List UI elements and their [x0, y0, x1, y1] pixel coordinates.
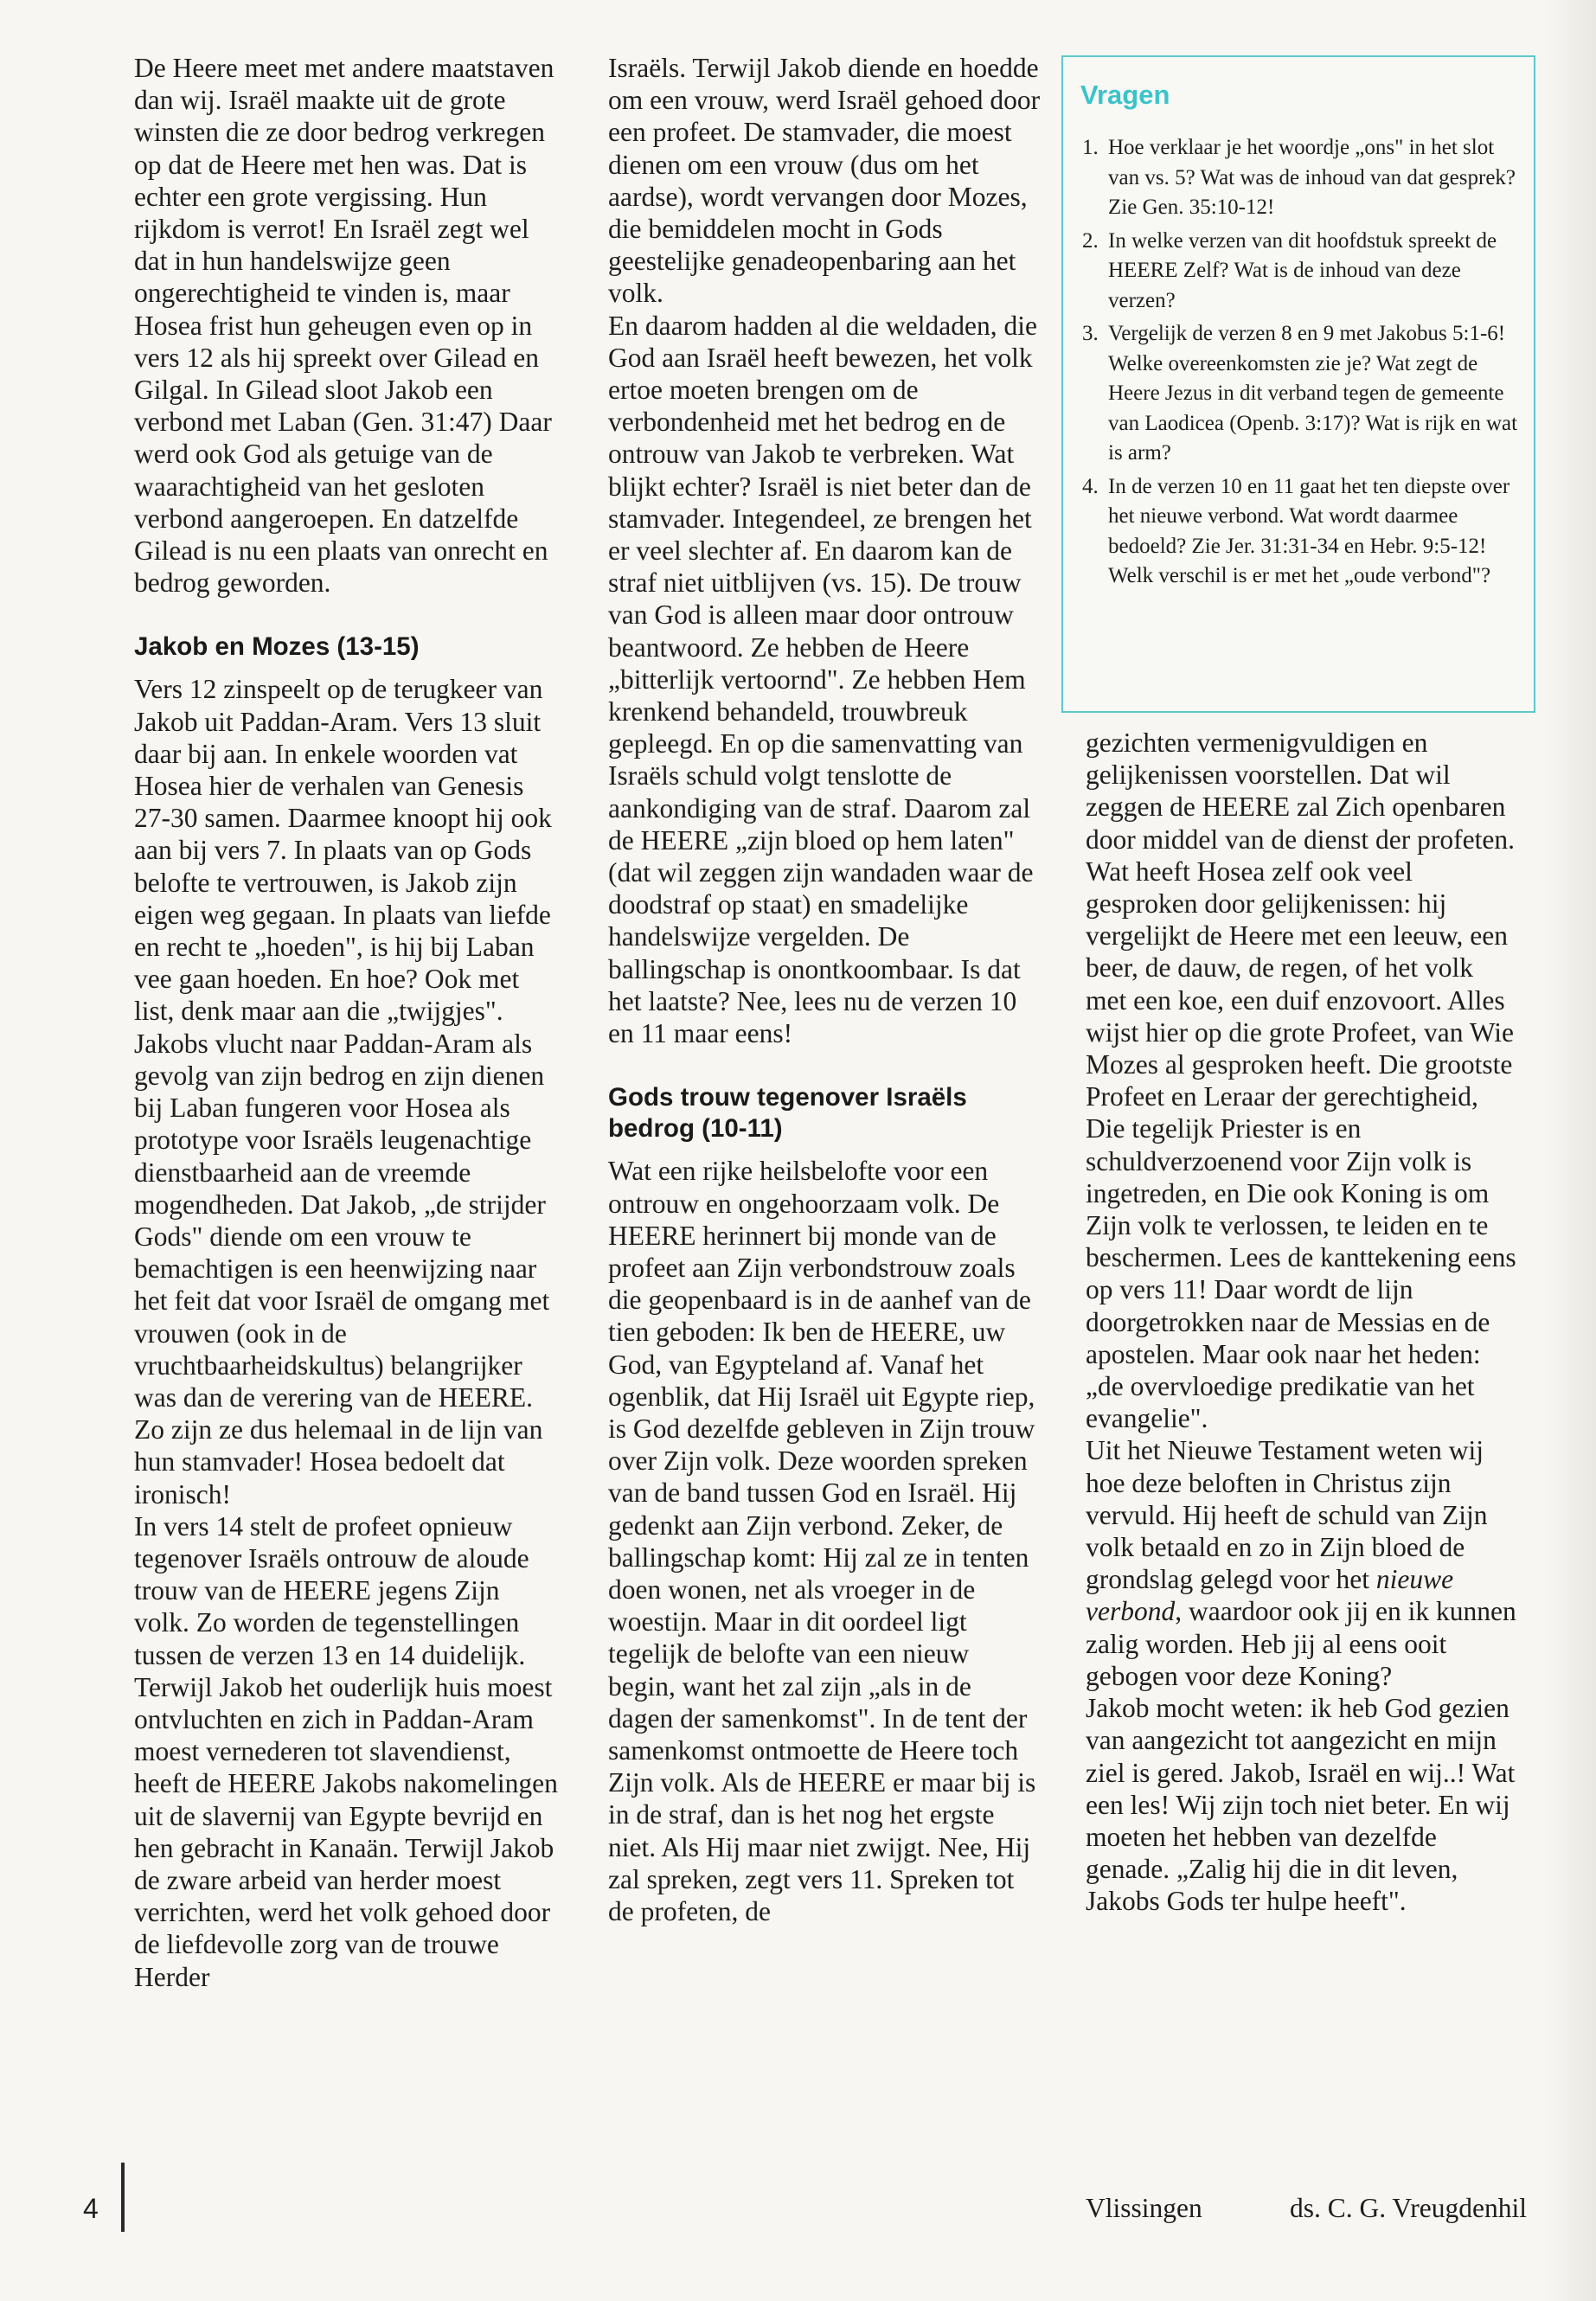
- paragraph: Vers 12 zinspeelt op de terugkeer van Jakob uit Paddan-Aram. Vers 13 sluit daar bij aan. In enkele woorden vat Hosea hier de verhalen van Genesis 27-30 samen. Daarmee knoopt hij ook aan bij vers 7. In plaats van op Gods belofte te vertrouwen, is Jakob zijn eigen weg gegaan. In plaats van liefde en recht te „hoeden", is hij bij Laban vee gaan hoeden. En hoe? Ook met list, denk maar aan die „twijgjes". Jakobs vlucht naar Paddan-Aram als gevolg van zijn bedrog en zijn dienen bij Laban fungeren voor Hosea als prototype voor Israëls leugenachtige dienstbaarheid aan de vreemde mogendheden. Dat Jakob, „de strijder Gods" diende om een vrouw te bemachtigen is een heenwijzing naar het feit dat voor Israël de omgang met vrouwen (ook in de vruchtbaarheidskultus) belangrijker was dan de verering van de HEERE. Zo zijn ze dus helemaal in de lijn van hun stamvader! Hosea bedoelt dat ironisch!: [134, 674, 552, 1509]
- question-text: In welke verzen van dit hoofdstuk spreekt de HEERE Zelf? Wat is de inhoud van deze verzen?: [1108, 228, 1497, 312]
- question-number: 3.: [1082, 322, 1099, 345]
- questions-list: [1082, 133, 1525, 595]
- question-text: In de verzen 10 en 11 gaat het ten diepste over het nieuwe verbond. Wat wordt daarmee bedoeld? Zie Jer. 31:31-34 en Hebr. 9:5-12! Welk verschil is er met het „oude verbond"?: [1108, 474, 1510, 587]
- question-text: Vergelijk de verzen 8 en 9 met Jakobus 5:1-6! Welke overeenkomsten zie je? Wat zegt de Heere Jezus in dit verband tegen de gemeente van Laodicea (Openb. 3:17)? Wat is rijk en wat is arm?: [1108, 322, 1518, 465]
- paragraph: Jakob mocht weten: ik heb God gezien van aangezicht tot aangezicht en mijn ziel is gered. Jakob, Israël en wij..! Wat een les! Wij zijn toch niet beter. En wij moeten het hebben van dezelfde genade. „Zalig hij die in dit leven, Jakobs Gods ter hulpe heeft".: [1086, 1693, 1516, 1917]
- question-item: [1082, 133, 1525, 223]
- paragraph: En daarom hadden al die weldaden, die God aan Israël heeft bewezen, het volk ertoe moeten brengen om de verbondenheid met het bedrog en de ontrouw van Jakob te verbreken. Wat blijkt echter? Israël is niet beter dan de stamvader. Integendeel, ze brengen het er veel slechter af. En daarom kan de straf niet uitblijven (vs. 15). De trouw van God is alleen maar door ontrouw beantwoord. Ze hebben de Heere „bitterlijk vertoornd". Ze hebben Hem krenkend behandeld, trouwbreuk gepleegd. En op die samenvatting van Israëls schuld volgt tenslotte de aankondiging van de straf. Daarom zal de HEERE „zijn bloed op hem laten" (dat wil zeggen zijn wandaden waar de doodstraf op staat) en smadelijke handelswijze vergelden. De ballingschap is onontkoombaar. Is dat het laatste? Nee, lees nu de verzen 10 en 11 maar eens!: [608, 310, 1037, 1049]
- paragraph: De Heere meet met andere maatstaven dan wij. Israël maakte uit de grote winsten die ze door bedrog verkregen op dat de Heere met hen was. Dat is echter een grote vergissing. Hun rijkdom is verrot! En Israël zegt wel dat in hun handelswijze geen ongerechtigheid te vinden is, maar Hosea frist hun geheugen even op in vers 12 als hij spreekt over Gilead en Gilgal. In Gilead sloot Jakob een verbond met Laban (Gen. 31:47) Daar werd ook God als getuige van de waarachtigheid van het gesloten verbond aangeroepen. En datzelfde Gilead is nu een plaats van onrecht en bedrog geworden.: [134, 53, 554, 599]
- question-text: Hoe verklaar je het woordje „ons" in het slot van vs. 5? Wat was de inhoud van dat gesprek? Zie Gen. 35:10-12!: [1108, 136, 1516, 219]
- paragraph-text: Uit het Nieuwe Testament weten wij hoe deze beloften in Christus zijn vervuld. Hij heeft de schuld van Zijn volk betaald en zo in Zijn bloed de grondslag gelegd voor het: [1086, 1435, 1488, 1595]
- questions-title: Vragen: [1080, 80, 1170, 110]
- questions-box: [1061, 55, 1535, 713]
- paragraph: Israëls. Terwijl Jakob diende en hoedde om een vrouw, werd Israël gehoed door een profeet. De stamvader, die moest dienen om een vrouw (dus om het aardse), wordt vervangen door Mozes, die bemiddelen mocht in Gods geestelijke genadeopenbaring aan het volk.: [608, 53, 1041, 309]
- section-heading-gods-trouw: Gods trouw tegenover Israëls bedrog (10-11): [608, 1083, 967, 1144]
- signature: [1086, 2193, 1527, 2224]
- emphasis-text: nieuwe verbond: [1086, 1564, 1454, 1627]
- question-number: 2.: [1082, 228, 1099, 253]
- question-item: [1082, 227, 1525, 317]
- question-item: [1082, 319, 1525, 469]
- section-heading-jakob-mozes: Jakob en Mozes (13-15): [134, 632, 420, 662]
- paragraph: gezichten vermenigvuldigen en gelijkenissen voorstellen. Dat wil zeggen de HEERE zal Zich openbaren door middel van de dienst der profeten. Wat heeft Hosea zelf ook veel gesproken door gelijkenissen: hij vergelijkt de Heere met een leeuw, een beer, de dauw, de regen, of het volk met een koe, een duif enzovoort. Alles wijst hier op die grote Profeet, van Wie Mozes al gesproken heeft. Die grootste Profeet en Leraar der gerechtigheid, Die tegelijk Priester is en schuldverzoenend voor Zijn volk is ingetreden, en Die ook Koning is om Zijn volk te verlossen, te leiden en te beschermen. Lees de kanttekening eens op vers 11! Daar wordt de lijn doorgetrokken naar de Messias en de apostelen. Maar ook naar het heden: „de overvloedige predikatie van het evangelie".: [1086, 727, 1516, 1434]
- question-item: [1082, 472, 1525, 592]
- article-column-2: [608, 52, 1041, 1927]
- question-number: 1.: [1082, 136, 1099, 159]
- page-edge-shadow: [1544, 0, 1596, 2301]
- paragraph: In vers 14 stelt de profeet opnieuw tegenover Israëls ontrouw de aloude trouw van de HEERE jegens Zijn volk. Zo worden de tegenstellingen tussen de verzen 13 en 14 duidelijk. Terwijl Jakob het ouderlijk huis moest ontvluchten en zich in Paddan-Aram moest vernederen tot slavendienst, heeft de HEERE Jakobs nakomelingen uit de slavernij van Egypte bevrijd en hen gebracht in Kanaän. Terwijl Jakob de zware arbeid van herder moest verrichten, werd het volk gehoed door de liefdevolle zorg van de trouwe Herder: [134, 1510, 558, 1992]
- page-number: 4: [83, 2193, 99, 2224]
- article-column-1: [134, 52, 558, 1993]
- article-column-3: [1086, 727, 1518, 1918]
- paragraph: [1086, 1434, 1518, 1692]
- column-rule: [121, 2163, 125, 2232]
- question-number: 4.: [1082, 474, 1099, 498]
- paragraph-text: , waardoor ook jij en ik kunnen zalig worden. Heb jij al eens ooit gebogen voor deze Koning?: [1086, 1596, 1516, 1691]
- signature-author: ds. C. G. Vreugdenhil: [1289, 2193, 1527, 2223]
- paragraph: Wat een rijke heilsbelofte voor een ontrouw en ongehoorzaam volk. De HEERE herinnert bij monde van de profeet aan Zijn verbondstrouw zoals die geopenbaard is in de aanhef van de tien geboden: Ik ben de HEERE, uw God, van Egypteland af. Vanaf het ogenblik, dat Hij Israël uit Egypte riep, is God dezelfde gebleven in Zijn trouw over Zijn volk. Deze woorden spreken van de band tussen God en Israël. Hij gedenkt aan Zijn verbond. Zeker, de ballingschap komt: Hij zal ze in tenten doen wonen, net als vroeger in de woestijn. Maar in dit oordeel ligt tegelijk de belofte van een nieuw begin, want het zal zijn „als in de dagen der samenkomst". In de tent der samenkomst ontmoette de Heere toch Zijn volk. Als de HEERE er maar bij is in de straf, dan is het nog het ergste niet. Als Hij maar niet zwijgt. Nee, Hij zal spreken, zegt vers 11. Spreken tot de profeten, de: [608, 1156, 1036, 1926]
- signature-place: Vlissingen: [1086, 2193, 1202, 2223]
